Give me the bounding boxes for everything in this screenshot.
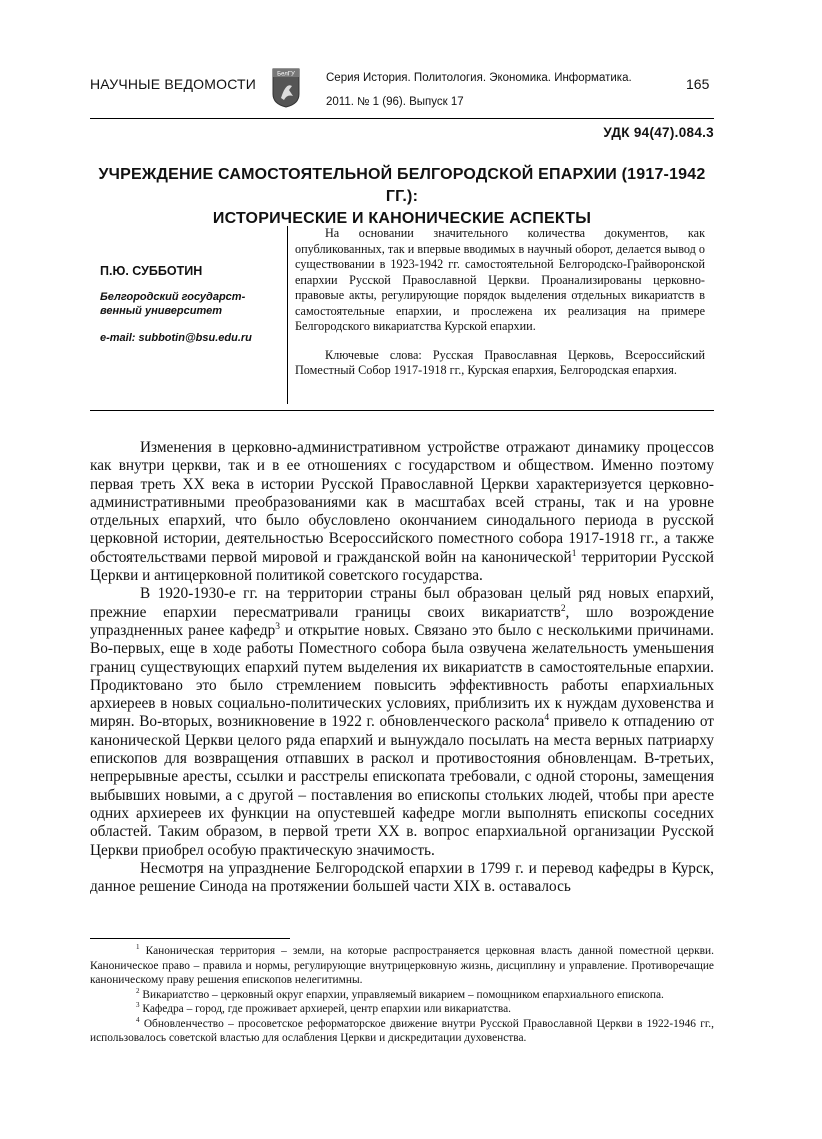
footnote-ref[interactable]: 1	[571, 548, 577, 559]
university-logo	[272, 68, 300, 108]
footnote: $^3$ Кафедра – город, где проживает архиерей, центр епархии или викариатства.	[136, 1001, 512, 1015]
logo-text: БелГУ	[277, 71, 295, 78]
issue-info: 2011. № 1 (96). Выпуск 17	[326, 96, 464, 108]
header-divider	[90, 118, 714, 119]
footnote-ref[interactable]: 3	[275, 621, 280, 632]
series-title: Серия История. Политология. Экономика. Информатика.	[326, 72, 632, 84]
journal-name: НАУЧНЫЕ ВЕДОМОСТИ	[90, 76, 257, 92]
footnote-divider	[90, 938, 290, 939]
footnote: $^4$ Обновленчество – просоветское реформаторское движение внутри Русской Православной Церкви в 1922-1946 гг., использовалось советской властью для ослабления Церкви и дискредитации духовенства.	[90, 1015, 714, 1044]
udk-code: УДК 94(47).084.3	[603, 125, 714, 140]
footnote-ref[interactable]: 4	[544, 713, 550, 724]
footnote-ref[interactable]: 2	[560, 603, 566, 614]
abstract-divider	[287, 226, 288, 404]
abstract-bottom-divider	[90, 410, 714, 411]
footnotes	[90, 944, 714, 1046]
abstract	[295, 226, 705, 379]
author-name: П.Ю. СУББОТИН	[100, 264, 203, 278]
abstract-text: На основании значительного количества документов, как опубликованных, так и впервые вводимых в научный оборот, делается вывод о существовании в 1923-1942 гг. самостоятельной Белгородско-Грайворонской епархии Русской Православной Церкви. Проанализированы церковно-правовые акты, регулирующие порядок выделения отдельных викариатств в самостоятельные епархии, и прослежена их реализация на примере Белгородского викариатства Курской епархии.	[295, 226, 705, 333]
title-line-1: УЧРЕЖДЕНИЕ САМОСТОЯТЕЛЬНОЙ БЕЛГОРОДСКОЙ ЕПАРХИИ (1917-1942 ГГ.):	[98, 166, 706, 205]
keywords: Ключевые слова: Русская Православная Церковь, Всероссийский Поместный Собор 1917-1918 гг., Курская епархия, Белгородская епархия.	[295, 347, 705, 377]
footnote: $^2$ Викариатство – церковный округ епархии, управляемый викарием – помощником епархиального епископа.	[136, 986, 664, 1001]
page-number: 165	[686, 76, 710, 92]
author-email: e-mail: subbotin@bsu.edu.ru	[100, 332, 252, 344]
paragraph: В 1920-1930-е гг. на территории страны был образован целый ряд новых епархий, прежние епархии пересматривали границы своих викариатств$^2$, шло возрождение упраздненных ранее кафедр$^3$ и открытие новых. Связано это было с несколькими причинами. Во-первых, еще в ходе работы Поместного собора была озвучена желательность уменьшения границ существующих епархий путем выделения их викариатств в самостоятельные епархии. Продиктовано это было стремлением повысить эффективность работы епархиальных архиереев в новых социально-политических условиях, приблизить их к нуждам духовенства и мирян. Во-вторых, возникновение в 1922 г. обновленческого раскола$^4$ привело к отпадению от канонической Церкви целого ряда епархий и вынуждало посылать на места верных патриарху епископов для возвращения отпавших в раскол и противостояния обновленцам. В-третьих, непрерывные аресты, ссылки и расстрелы епископата требовали, с одной стороны, замещения выбывших новыми, а с другой – поставления во епископы стольких людей, чтобы при аресте одних архиереев их функции на опустевшей кафедре могли выполнять епископы соседних областей. Таким образом, в первой трети XX в. вопрос епархиальной организации Русской Церкви приобрел особую практическую значимость.	[90, 585, 715, 859]
author-affiliation: Белгородский государст-венный университет	[100, 291, 246, 317]
paragraph: Несмотря на упразднение Белгородской епархии в 1799 г. и перевод кафедры в Курск, данное решение Синода на протяжении большей части XIX в. оставалось	[90, 859, 714, 896]
paragraph: Изменения в церковно-административном устройстве отражают динамику процессов как внутри церкви, так и в ее отношениях с государством и обществом. Именно поэтому первая треть XX века в истории Русской Православной Церкви характеризуется церковно-административными преобразованиями как в масштабах всей страны, так и на уровне отдельных епархий, что было обусловлено окончанием синодального периода в русской церковной истории, деятельностью Всероссийского поместного собора 1917-1918 гг., а также обстоятельствами первой мировой и гражданской войн на канонической$^1$ территории Русской Церкви и антицерковной политикой советского государства.	[90, 439, 714, 585]
article-body	[90, 439, 714, 896]
footnote: $^1$ Каноническая территория – земли, на которые распространяется церковная власть данной поместной церкви. Каноническое право – правила и нормы, регулирующие внутрицерковную жизнь, дисциплину и управление. Противоречащие каноническому праву решения епископов нелегитимны.	[90, 943, 714, 986]
title-line-2: ИСТОРИЧЕСКИЕ И КАНОНИЧЕСКИЕ АСПЕКТЫ	[212, 210, 592, 227]
article-title	[90, 164, 714, 230]
